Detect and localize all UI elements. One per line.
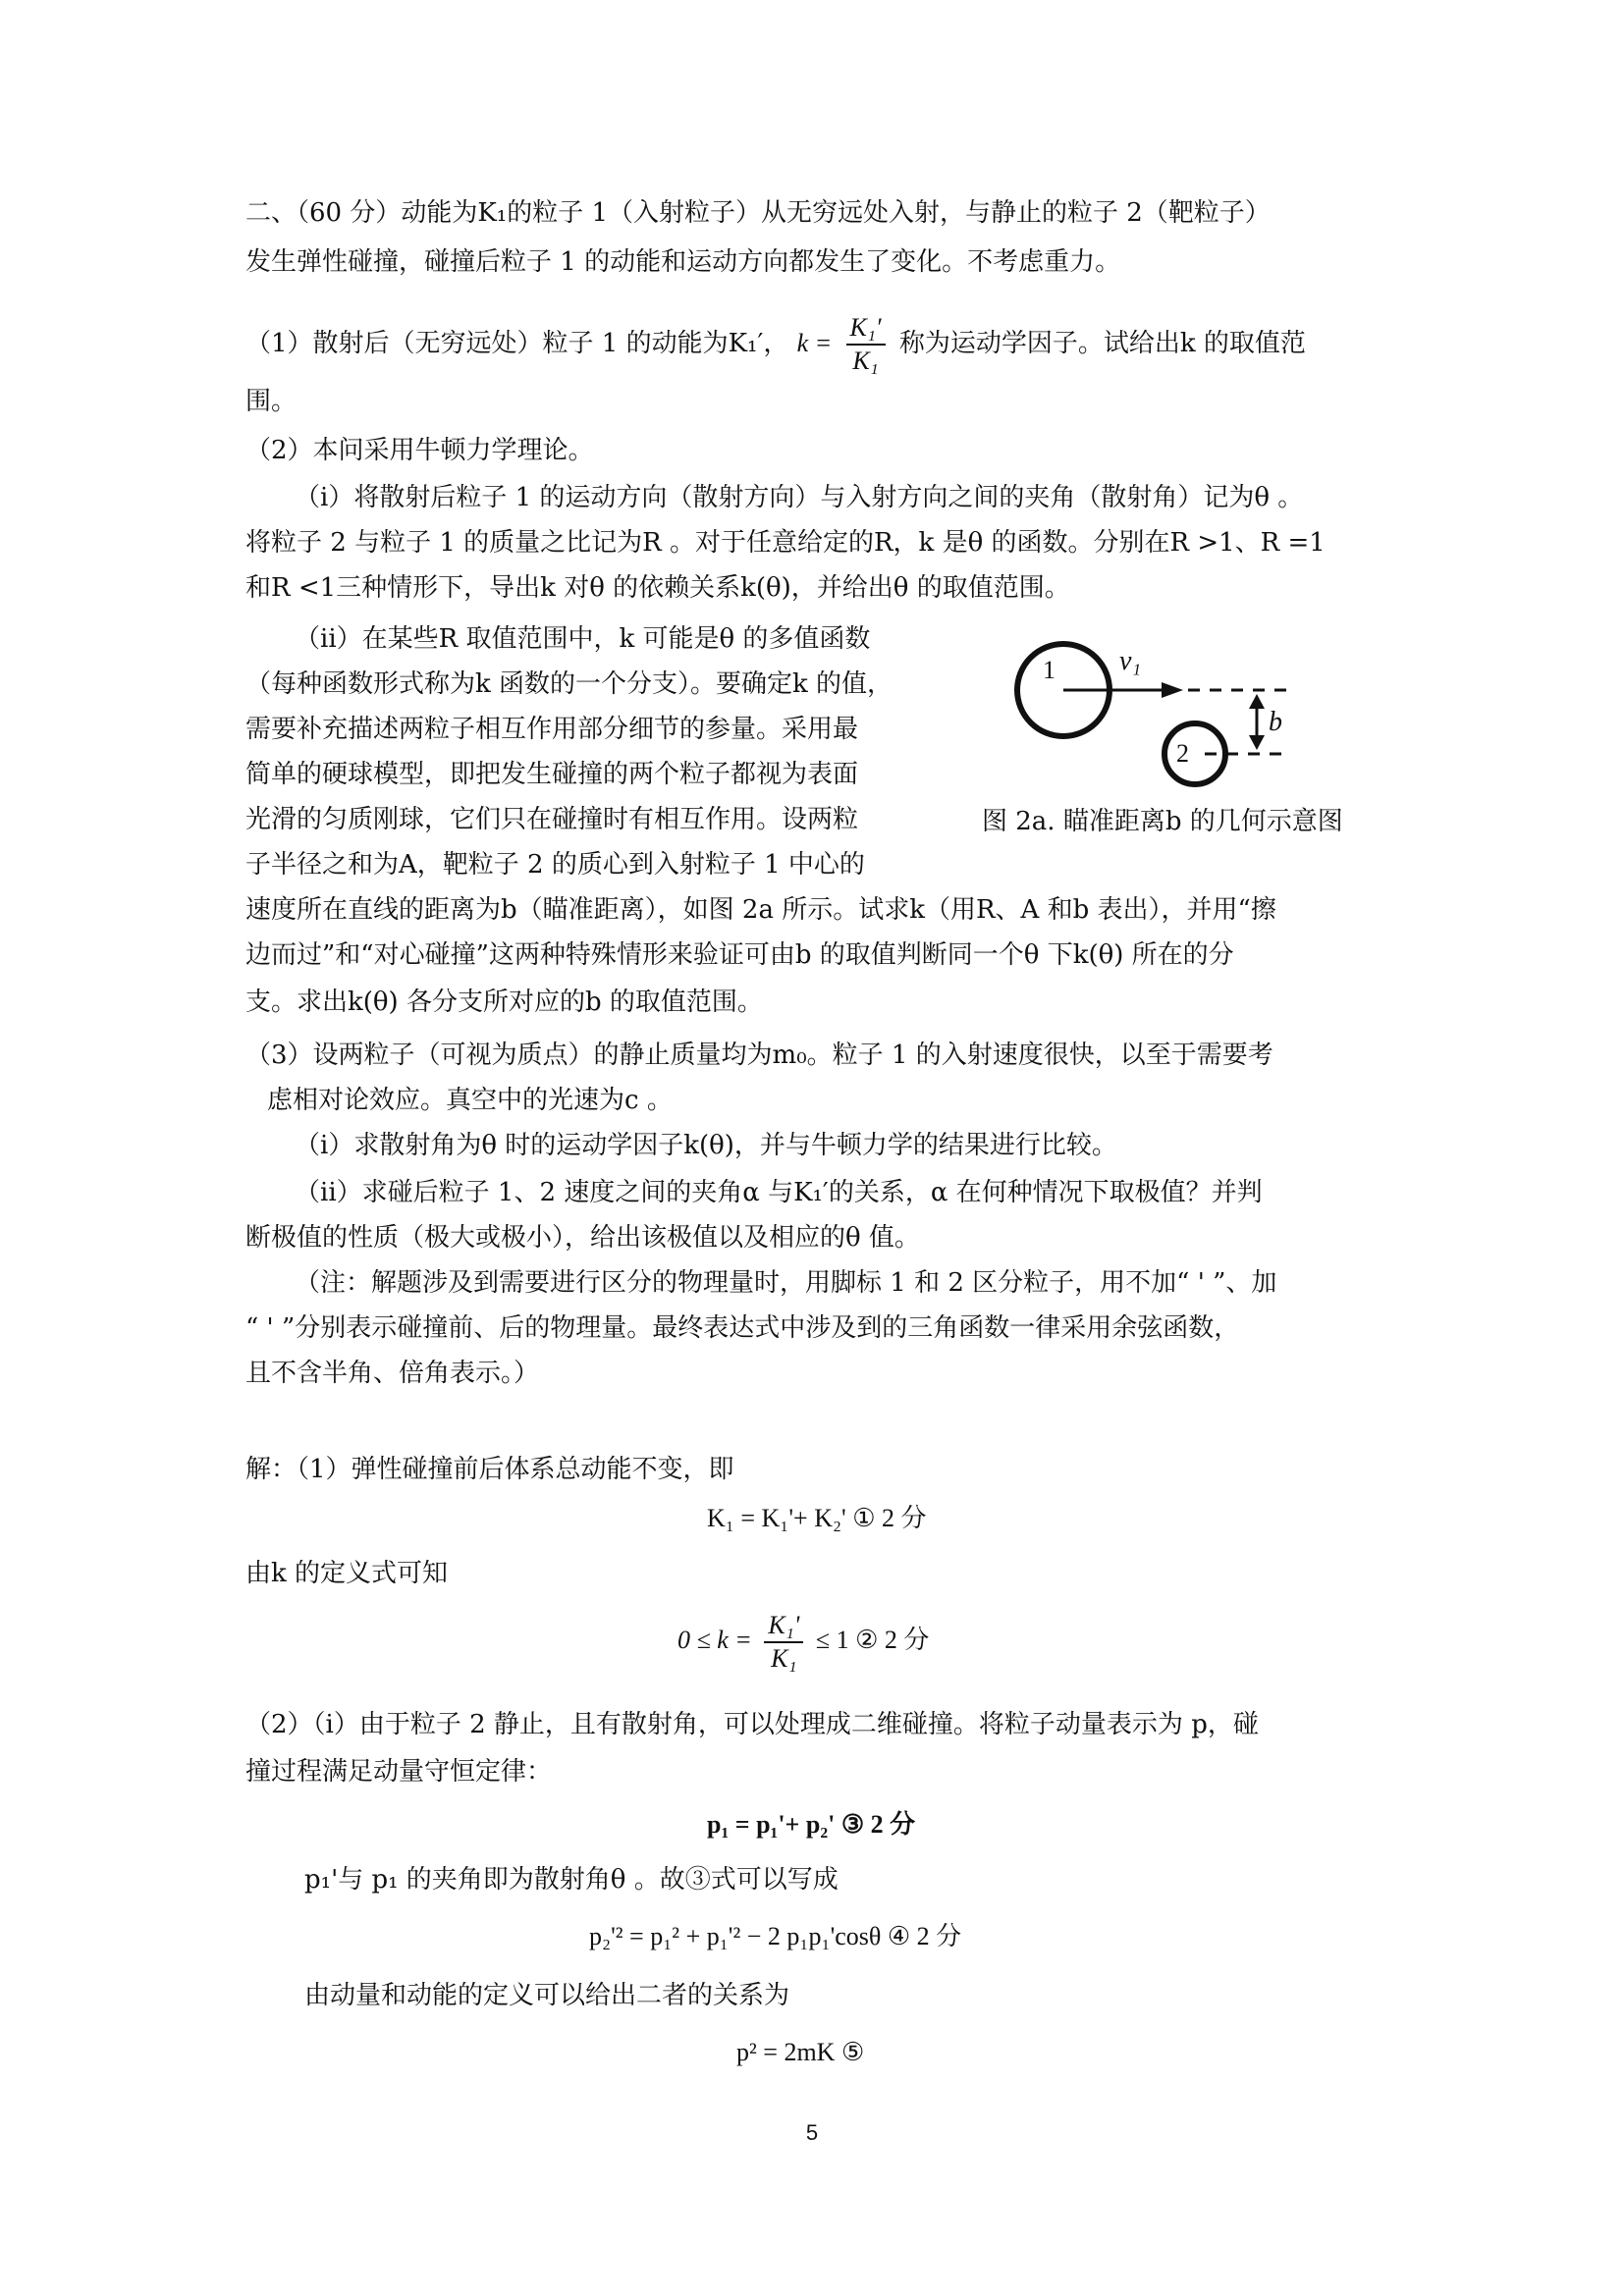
particle-1-label: 1 [1043,656,1056,684]
page-number: 5 [805,2120,819,2145]
question-2-title: （2）本问采用牛顿力学理论。 [245,436,594,465]
note-line-2: “ ' ”分别表示碰撞前、后的物理量。最终表达式中涉及到的三角函数一律采用余弦函数， [245,1313,1240,1343]
question-2i-line-2: 将粒子 2 与粒子 1 的质量之比记为R 。对于任意给定的R，k 是θ 的函数。分别在R >1、R =1 [245,528,1326,558]
aiming-distance-label: b [1269,707,1282,737]
note-line-1: （注：解题涉及到需要进行区分的物理量时，用脚标 1 和 2 区分粒子，用不加“ ' ”、加 [295,1268,1277,1298]
particle-2-label: 2 [1176,739,1189,768]
question-2ii-line-1: （ii）在某些R 取值范围中，k 可能是θ 的多值函数 [295,624,871,654]
equation-5: p² = 2mK ⑤ [736,2038,865,2066]
question-1-fraction-denominator: K₁ [852,347,879,375]
question-2ii-line-9: 支。求出k(θ) 各分支所对应的b 的取值范围。 [245,988,763,1017]
question-2ii-line-8: 边而过”和“对心碰撞”这两种特殊情形来验证可由b 的取值判断同一个θ 下k(θ) 所在的分 [245,940,1234,970]
question-2ii-line-5: 光滑的匀质刚球，它们只在碰撞时有相互作用。设两粒 [245,805,859,834]
equation-2-denominator: K₁ [771,1644,797,1673]
equation-3: p₁ = p₁'+ p₂' ③ 2 分 [707,1810,916,1839]
question-3ii-line-1: （ii）求碰后粒子 1、2 速度之间的夹角α 与K₁′的关系，α 在何种情况下取极值？并判 [295,1178,1263,1207]
question-1-text-post: 称为运动学因子。试给出k 的取值范 [898,329,1306,358]
figure-caption: 图 2a. 瞄准距离b 的几何示意图 [982,807,1343,836]
solution-2-line-2: 撞过程满足动量守恒定律： [245,1757,553,1787]
question-1-text-pre: （1）散射后（无穷远处）粒子 1 的动能为K₁′， [245,329,789,358]
equation-2 [677,1610,929,1675]
question-3-line-1: （3）设两粒子（可视为质点）的静止质量均为m₀。粒子 1 的入射速度很快，以至于需要考 [245,1041,1273,1070]
question-2i-line-3: 和R <1三种情形下，导出k 对θ 的依赖关系k(θ)，并给出θ 的取值范围。 [245,573,1070,603]
solution-2-line-4: 由动量和动能的定义可以给出二者的关系为 [304,1981,790,2010]
question-2ii-line-2: （每种函数形式称为k 函数的一个分支）。要确定k 的值， [245,669,893,699]
question-1-line-1 [245,312,1306,377]
intro-line-1: 二、（60 分）动能为K₁的粒子 1（入射粒子）从无穷远处入射，与静止的粒子 2（靶粒子） [245,198,1271,228]
solution-2-line-3: p₁'与 p₁ 的夹角即为散射角θ 。故③式可以写成 [304,1865,839,1895]
equation-4: p₂'² = p₁² + p₁'² − 2 p₁p₁'cosθ ④ 2 分 [589,1922,962,1950]
question-3ii-line-2: 断极值的性质（极大或极小），给出该极值以及相应的θ 值。 [245,1223,920,1253]
velocity-label: v₁ [1119,646,1142,676]
question-2i-line-1: （i）将散射后粒子 1 的运动方向（散射方向）与入射方向之间的夹角（散射角）记为θ 。 [295,483,1304,512]
equation-2-rhs: ≤ 1 ② 2 分 [815,1625,930,1654]
aiming-distance-diagram [1001,628,1375,883]
equation-2-fraction [764,1610,803,1675]
question-1-k-label: k = [796,329,833,357]
question-3i-line-1: （i）求散射角为θ 时的运动学因子k(θ)，并与牛顿力学的结果进行比较。 [295,1131,1117,1160]
question-2ii-line-7: 速度所在直线的距离为b（瞄准距离），如图 2a 所示。试求k（用R、A 和b 表出），并用“擦 [245,895,1276,925]
velocity-arrowhead [1162,682,1183,698]
question-1-fraction [846,312,886,377]
question-1-fraction-numerator: K₁′ [846,312,886,346]
solution-1-line-1: 解：（1）弹性碰撞前后体系总动能不变，即 [245,1455,734,1484]
equation-1: K₁ = K₁'+ K₂' ① 2 分 [707,1504,927,1532]
solution-2-line-1: （2）（i）由于粒子 2 静止，且有散射角，可以处理成二维碰撞。将粒子动量表示为 p，碰 [245,1710,1259,1739]
solution-1-line-2: 由k 的定义式可知 [245,1559,449,1588]
equation-2-numerator: K₁' [764,1610,803,1643]
question-2ii-line-3: 需要补充描述两粒子相互作用部分细节的参量。采用最 [245,715,859,744]
aiming-arrow-up [1249,694,1265,709]
aiming-arrow-down [1249,735,1265,750]
question-2ii-line-6: 子半径之和为A，靶粒子 2 的质心到入射粒子 1 中心的 [245,850,865,880]
question-1-line-2: 围。 [245,387,298,416]
equation-2-lhs: 0 ≤ k = [677,1625,752,1654]
question-2ii-line-4: 简单的硬球模型，即把发生碰撞的两个粒子都视为表面 [245,760,859,789]
question-3-line-2: 虑相对论效应。真空中的光速为c 。 [267,1086,673,1115]
note-line-3: 且不含半角、倍角表示。） [245,1359,540,1388]
intro-line-2: 发生弹性碰撞，碰撞后粒子 1 的动能和运动方向都发生了变化。不考虑重力。 [245,247,1121,277]
